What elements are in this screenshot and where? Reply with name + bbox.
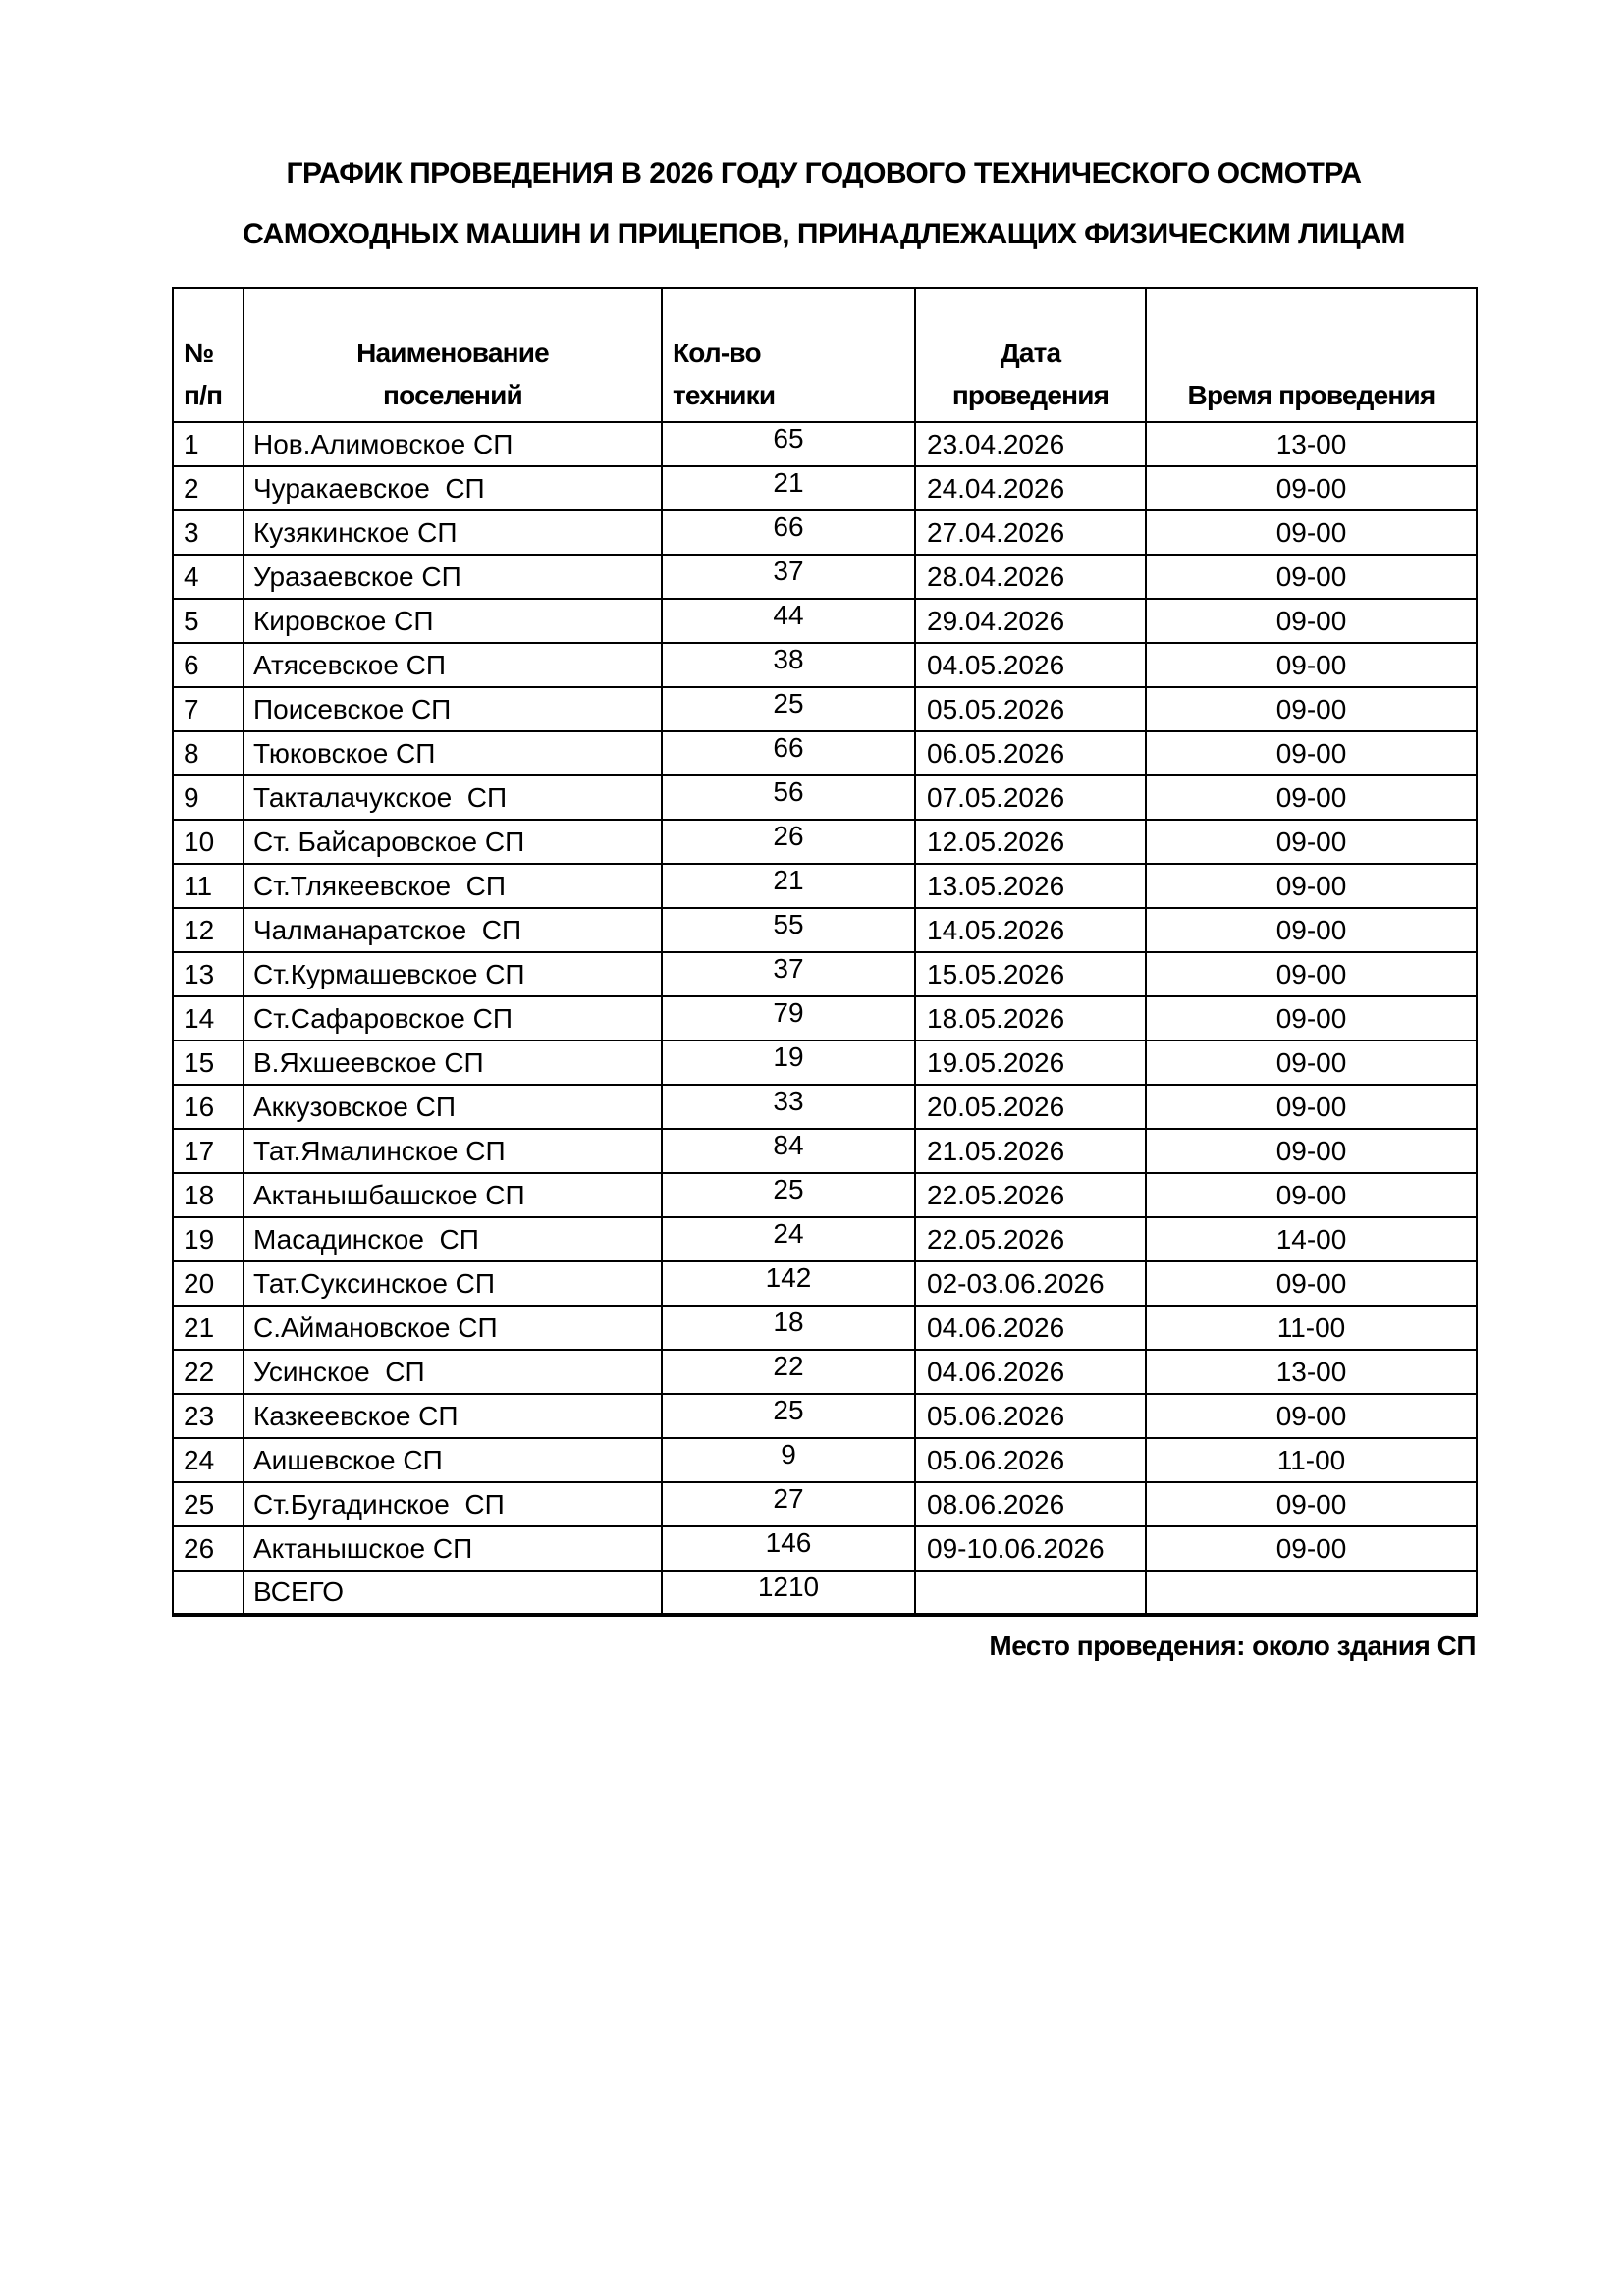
header-date-line-2: проведения (951, 380, 1110, 410)
cell-inspection-time: 09-00 (1146, 1394, 1477, 1438)
cell-vehicle-count: 79 (662, 996, 915, 1041)
location-note: Место проведения: около здания СП (989, 1630, 1476, 1661)
table-row (173, 466, 1477, 510)
table-row (173, 1173, 1477, 1217)
cell-row-number: 25 (173, 1482, 244, 1526)
table-row (173, 1041, 1477, 1085)
cell-row-number: 13 (173, 952, 244, 996)
cell-vehicle-count: 22 (662, 1350, 915, 1394)
table-row (173, 555, 1477, 599)
cell-row-number: 8 (173, 731, 244, 775)
table-header (173, 288, 1477, 422)
header-row (173, 288, 1477, 422)
cell-row-number: 11 (173, 864, 244, 908)
cell-total-time (1146, 1571, 1477, 1615)
table-body (173, 422, 1477, 1615)
total-row (173, 1571, 1477, 1615)
cell-row-number: 7 (173, 687, 244, 731)
cell-row-number: 3 (173, 510, 244, 555)
cell-inspection-date: 07.05.2026 (915, 775, 1146, 820)
cell-inspection-date: 06.05.2026 (915, 731, 1146, 775)
cell-settlement-name: Атясевское СП (244, 643, 662, 687)
cell-inspection-time: 13-00 (1146, 422, 1477, 466)
header-cell-time (1146, 288, 1477, 422)
table-row (173, 687, 1477, 731)
cell-inspection-date: 09-10.06.2026 (915, 1526, 1146, 1571)
table-row (173, 864, 1477, 908)
cell-row-number: 2 (173, 466, 244, 510)
cell-settlement-name: Казкеевское СП (244, 1394, 662, 1438)
cell-row-number: 19 (173, 1217, 244, 1261)
cell-total-label: ВСЕГО (244, 1571, 662, 1615)
cell-settlement-name: С.Аймановское СП (244, 1306, 662, 1350)
cell-vehicle-count: 44 (662, 599, 915, 643)
table-row (173, 1438, 1477, 1482)
table-row (173, 643, 1477, 687)
table-row (173, 820, 1477, 864)
cell-row-number: 1 (173, 422, 244, 466)
cell-settlement-name: Аккузовское СП (244, 1085, 662, 1129)
cell-vehicle-count: 38 (662, 643, 915, 687)
cell-settlement-name: Усинское СП (244, 1350, 662, 1394)
cell-inspection-date: 05.06.2026 (915, 1394, 1146, 1438)
cell-inspection-date: 08.06.2026 (915, 1482, 1146, 1526)
cell-settlement-name: Актанышское СП (244, 1526, 662, 1571)
cell-inspection-time: 13-00 (1146, 1350, 1477, 1394)
cell-row-number: 10 (173, 820, 244, 864)
cell-row-number (173, 1571, 244, 1615)
cell-inspection-date: 23.04.2026 (915, 422, 1146, 466)
header-time-label: Время проведения (1187, 380, 1435, 410)
cell-row-number: 6 (173, 643, 244, 687)
cell-vehicle-count: 25 (662, 1173, 915, 1217)
cell-row-number: 12 (173, 908, 244, 952)
header-cell-vehicle-count (662, 288, 915, 422)
table-row (173, 1261, 1477, 1306)
cell-settlement-name: Ст.Тлякеевское СП (244, 864, 662, 908)
cell-inspection-time: 09-00 (1146, 1041, 1477, 1085)
cell-inspection-date: 04.06.2026 (915, 1350, 1146, 1394)
table-row (173, 1085, 1477, 1129)
header-date-line-1: Дата (1000, 338, 1061, 368)
cell-inspection-time: 09-00 (1146, 599, 1477, 643)
header-count-line-2: техники (673, 380, 776, 410)
cell-inspection-date: 18.05.2026 (915, 996, 1146, 1041)
cell-vehicle-count: 24 (662, 1217, 915, 1261)
cell-row-number: 14 (173, 996, 244, 1041)
header-cell-date (915, 288, 1146, 422)
cell-row-number: 22 (173, 1350, 244, 1394)
cell-vehicle-count: 55 (662, 908, 915, 952)
cell-inspection-time: 09-00 (1146, 466, 1477, 510)
cell-settlement-name: Кировское СП (244, 599, 662, 643)
cell-inspection-date: 27.04.2026 (915, 510, 1146, 555)
table-row (173, 599, 1477, 643)
header-cell-number (173, 288, 244, 422)
table-row (173, 1129, 1477, 1173)
cell-inspection-time: 09-00 (1146, 1482, 1477, 1526)
cell-settlement-name: Ст.Сафаровское СП (244, 996, 662, 1041)
table-row (173, 510, 1477, 555)
cell-inspection-date: 13.05.2026 (915, 864, 1146, 908)
cell-settlement-name: Чалманаратское СП (244, 908, 662, 952)
table-row (173, 422, 1477, 466)
cell-settlement-name: Поисевское СП (244, 687, 662, 731)
cell-row-number: 21 (173, 1306, 244, 1350)
cell-inspection-time: 11-00 (1146, 1438, 1477, 1482)
cell-inspection-time: 09-00 (1146, 908, 1477, 952)
cell-settlement-name: Нов.Алимовское СП (244, 422, 662, 466)
cell-settlement-name: Аишевское СП (244, 1438, 662, 1482)
cell-total-date (915, 1571, 1146, 1615)
header-cell-settlement (244, 288, 662, 422)
cell-settlement-name: Кузякинское СП (244, 510, 662, 555)
cell-settlement-name: Тат.Ямалинское СП (244, 1129, 662, 1173)
cell-vehicle-count: 84 (662, 1129, 915, 1173)
cell-inspection-date: 19.05.2026 (915, 1041, 1146, 1085)
cell-row-number: 4 (173, 555, 244, 599)
cell-inspection-time: 09-00 (1146, 996, 1477, 1041)
header-settlement-line-1: Наименование (356, 338, 549, 368)
cell-settlement-name: Тюковское СП (244, 731, 662, 775)
cell-inspection-time: 09-00 (1146, 864, 1477, 908)
cell-vehicle-count: 65 (662, 422, 915, 466)
header-settlement-line-2: поселений (383, 380, 522, 410)
cell-inspection-time: 09-00 (1146, 1261, 1477, 1306)
cell-row-number: 18 (173, 1173, 244, 1217)
cell-vehicle-count: 21 (662, 466, 915, 510)
cell-row-number: 20 (173, 1261, 244, 1306)
cell-vehicle-count: 33 (662, 1085, 915, 1129)
cell-inspection-time: 09-00 (1146, 731, 1477, 775)
cell-inspection-time: 09-00 (1146, 775, 1477, 820)
cell-vehicle-count: 56 (662, 775, 915, 820)
cell-inspection-date: 14.05.2026 (915, 908, 1146, 952)
cell-vehicle-count: 26 (662, 820, 915, 864)
cell-settlement-name: Уразаевское СП (244, 555, 662, 599)
cell-inspection-time: 14-00 (1146, 1217, 1477, 1261)
cell-inspection-time: 09-00 (1146, 1129, 1477, 1173)
cell-vehicle-count: 21 (662, 864, 915, 908)
cell-vehicle-count: 146 (662, 1526, 915, 1571)
cell-row-number: 5 (173, 599, 244, 643)
cell-settlement-name: Чуракаевское СП (244, 466, 662, 510)
cell-settlement-name: Такталачукское СП (244, 775, 662, 820)
cell-settlement-name: В.Яхшеевское СП (244, 1041, 662, 1085)
cell-inspection-time: 09-00 (1146, 1085, 1477, 1129)
cell-vehicle-count: 37 (662, 555, 915, 599)
cell-inspection-time: 09-00 (1146, 820, 1477, 864)
cell-total-count: 1210 (662, 1571, 915, 1615)
cell-row-number: 24 (173, 1438, 244, 1482)
cell-row-number: 15 (173, 1041, 244, 1085)
header-number-line-1: № (184, 338, 214, 368)
cell-vehicle-count: 25 (662, 687, 915, 731)
cell-row-number: 23 (173, 1394, 244, 1438)
cell-row-number: 26 (173, 1526, 244, 1571)
cell-inspection-date: 05.05.2026 (915, 687, 1146, 731)
cell-vehicle-count: 66 (662, 731, 915, 775)
cell-inspection-date: 04.06.2026 (915, 1306, 1146, 1350)
cell-vehicle-count: 66 (662, 510, 915, 555)
cell-inspection-time: 11-00 (1146, 1306, 1477, 1350)
cell-inspection-date: 29.04.2026 (915, 599, 1146, 643)
table-row (173, 1217, 1477, 1261)
cell-vehicle-count: 25 (662, 1394, 915, 1438)
cell-inspection-date: 05.06.2026 (915, 1438, 1146, 1482)
cell-inspection-date: 22.05.2026 (915, 1173, 1146, 1217)
table-row (173, 996, 1477, 1041)
table-row (173, 952, 1477, 996)
cell-settlement-name: Масадинское СП (244, 1217, 662, 1261)
table-row (173, 1394, 1477, 1438)
document-page (172, 0, 1476, 1662)
header-number-line-2: п/п (184, 380, 223, 410)
cell-inspection-date: 20.05.2026 (915, 1085, 1146, 1129)
cell-vehicle-count: 27 (662, 1482, 915, 1526)
cell-vehicle-count: 19 (662, 1041, 915, 1085)
table-row (173, 1482, 1477, 1526)
cell-inspection-date: 22.05.2026 (915, 1217, 1146, 1261)
cell-inspection-time: 09-00 (1146, 555, 1477, 599)
table-row (173, 731, 1477, 775)
cell-settlement-name: Актанышбашское СП (244, 1173, 662, 1217)
cell-inspection-time: 09-00 (1146, 1173, 1477, 1217)
cell-settlement-name: Тат.Суксинское СП (244, 1261, 662, 1306)
header-count-line-1: Кол-во (673, 338, 761, 368)
cell-row-number: 16 (173, 1085, 244, 1129)
cell-vehicle-count: 37 (662, 952, 915, 996)
cell-vehicle-count: 9 (662, 1438, 915, 1482)
table-row (173, 775, 1477, 820)
cell-vehicle-count: 142 (662, 1261, 915, 1306)
inspection-schedule-table (172, 287, 1478, 1617)
table-row (173, 1306, 1477, 1350)
document-title (172, 0, 1476, 265)
cell-inspection-date: 02-03.06.2026 (915, 1261, 1146, 1306)
cell-inspection-date: 24.04.2026 (915, 466, 1146, 510)
cell-row-number: 17 (173, 1129, 244, 1173)
document-title-line-2: САМОХОДНЫХ МАШИН И ПРИЦЕПОВ, ПРИНАДЛЕЖАЩИХ ФИЗИЧЕСКИМ ЛИЦАМ (243, 218, 1405, 250)
cell-inspection-time: 09-00 (1146, 510, 1477, 555)
cell-inspection-time: 09-00 (1146, 687, 1477, 731)
cell-vehicle-count: 18 (662, 1306, 915, 1350)
document-title-line-1: ГРАФИК ПРОВЕДЕНИЯ В 2026 ГОДУ ГОДОВОГО ТЕХНИЧЕСКОГО ОСМОТРА (286, 157, 1362, 189)
cell-settlement-name: Ст.Бугадинское СП (244, 1482, 662, 1526)
cell-inspection-date: 21.05.2026 (915, 1129, 1146, 1173)
table-row (173, 1526, 1477, 1571)
cell-inspection-date: 12.05.2026 (915, 820, 1146, 864)
table-row (173, 908, 1477, 952)
cell-inspection-date: 15.05.2026 (915, 952, 1146, 996)
cell-inspection-time: 09-00 (1146, 1526, 1477, 1571)
cell-inspection-time: 09-00 (1146, 643, 1477, 687)
cell-inspection-time: 09-00 (1146, 952, 1477, 996)
cell-settlement-name: Ст. Байсаровское СП (244, 820, 662, 864)
cell-inspection-date: 04.05.2026 (915, 643, 1146, 687)
cell-inspection-date: 28.04.2026 (915, 555, 1146, 599)
table-row (173, 1350, 1477, 1394)
cell-settlement-name: Ст.Курмашевское СП (244, 952, 662, 996)
cell-row-number: 9 (173, 775, 244, 820)
